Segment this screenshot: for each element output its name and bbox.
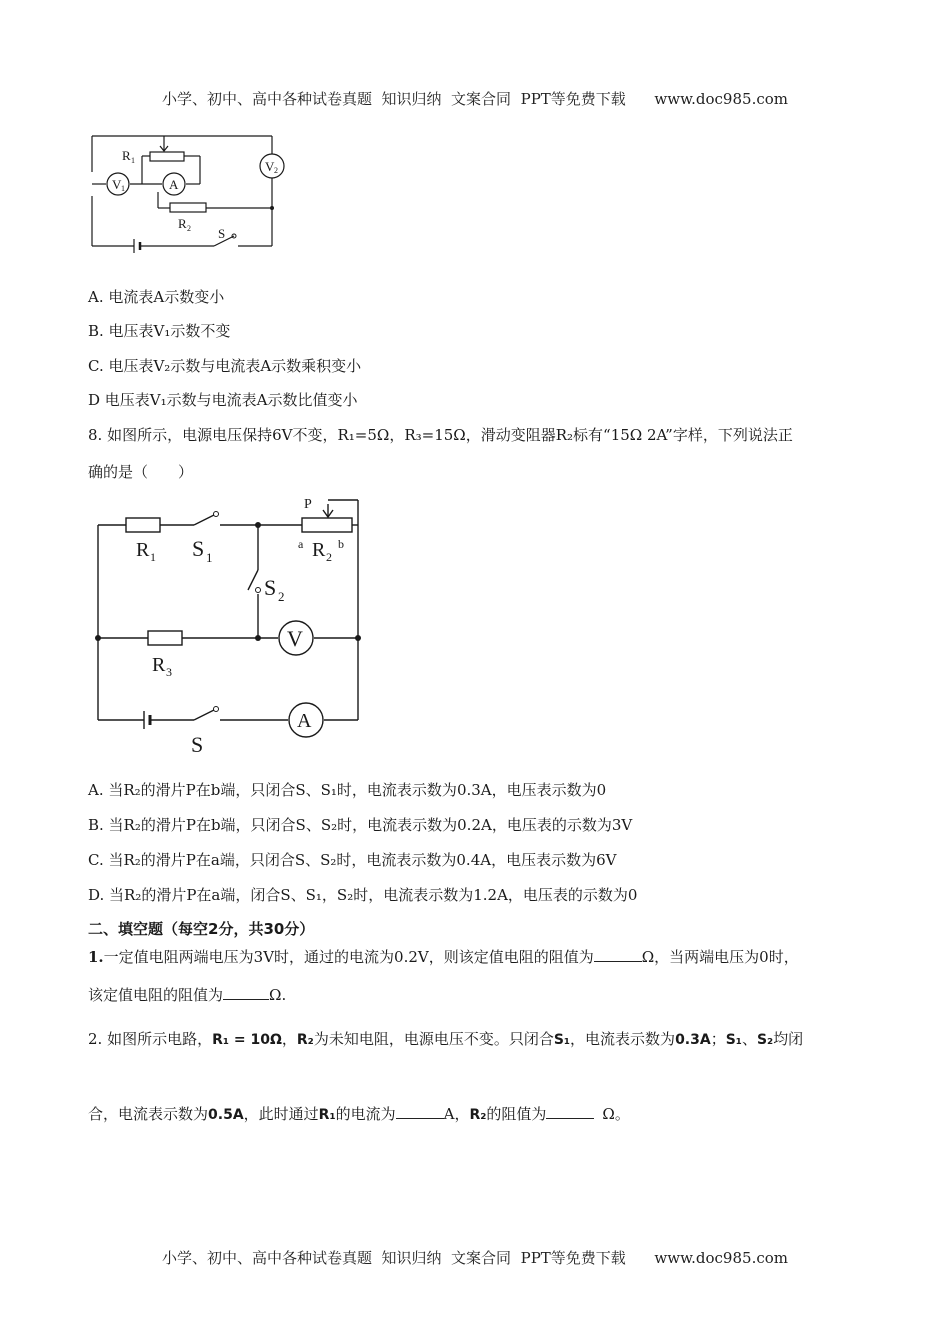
q8-option-c: C. 当R₂的滑片P在a端，只闭合S、S₂时，电流表示数为0.4A，电压表示数为6V <box>88 851 617 869</box>
answer-blank[interactable] <box>594 945 642 962</box>
q8-option-a: A. 当R₂的滑片P在b端，只闭合S、S₁时，电流表示数为0.3A，电压表示数为0 <box>88 781 607 799</box>
label-r2: R <box>178 216 187 231</box>
svg-text:2: 2 <box>278 589 285 604</box>
circuit-figure-2 <box>90 490 380 760</box>
label-b-end: b <box>338 537 344 551</box>
answer-blank[interactable] <box>546 1102 594 1119</box>
q7-option-d: D 电压表V₁示数与电流表A示数比值变小 <box>88 391 358 409</box>
q8-option-b: B. 当R₂的滑片P在b端，只闭合S、S₂时，电流表示数为0.2A，电压表的示数为3V <box>88 816 633 834</box>
answer-blank[interactable] <box>223 983 269 1000</box>
svg-text:2: 2 <box>274 166 278 175</box>
label-p: P <box>304 497 312 512</box>
label-s: S <box>218 226 226 241</box>
label-s2: S <box>264 575 277 600</box>
label-r1: R <box>122 148 131 163</box>
svg-text:1: 1 <box>206 550 213 565</box>
fill-q2-line1: 2. 如图所示电路，R₁ = 10Ω，R₂为未知电阻，电源电压不变。只闭合S₁，电流表示数为0.3A；S₁、S₂均闭 <box>88 1030 804 1048</box>
label-s1: S <box>192 536 205 561</box>
svg-text:1: 1 <box>150 550 156 564</box>
fill-q2-line2: 合，电流表示数为0.5A，此时通过R₁的电流为 A，R₂的阻值为 Ω。 <box>88 1102 630 1124</box>
label-a-end: a <box>298 537 304 551</box>
label-r1: R <box>136 539 150 561</box>
q8-stem-line2: 确的是（ ） <box>88 463 194 481</box>
svg-text:2: 2 <box>187 224 191 233</box>
label-r3: R <box>152 654 166 676</box>
label-a: A <box>169 177 179 192</box>
svg-text:2: 2 <box>326 550 332 564</box>
section-title: 二、填空题（每空2分，共30分） <box>88 920 315 938</box>
label-v: V <box>287 626 303 651</box>
q7-option-a: A. 电流表A示数变小 <box>88 288 225 306</box>
page-header: 小学、初中、高中各种试卷真题 知识归纳 文案合同 PPT等免费下载 www.doc985.com <box>161 90 788 108</box>
svg-text:3: 3 <box>166 665 172 679</box>
label-v1: V <box>112 177 122 192</box>
q8-option-d: D. 当R₂的滑片P在a端，闭合S、S₁，S₂时，电流表示数为1.2A，电压表的示数为0 <box>88 886 638 904</box>
svg-text:1: 1 <box>131 156 135 165</box>
fill-q1-line2: 该定值电阻的阻值为 Ω. <box>88 983 286 1005</box>
q7-option-b: B. 电压表V₁示数不变 <box>88 322 231 340</box>
label-r2: R <box>312 539 326 561</box>
q8-stem-line1: 8. 如图所示，电源电压保持6V不变，R₁=5Ω，R₃=15Ω，滑动变阻器R₂标有“15Ω 2A”字样，下列说法正 <box>88 426 793 444</box>
label-v2: V <box>265 159 275 174</box>
page-footer: 小学、初中、高中各种试卷真题 知识归纳 文案合同 PPT等免费下载 www.doc985.com <box>161 1249 788 1267</box>
q7-option-c: C. 电压表V₂示数与电流表A示数乘积变小 <box>88 357 362 375</box>
answer-blank[interactable] <box>396 1102 444 1119</box>
label-s: S <box>191 732 204 757</box>
label-a: A <box>297 710 312 732</box>
circuit-figure-1 <box>84 126 294 256</box>
svg-text:1: 1 <box>121 184 125 193</box>
fill-q1-line1: 1.一定值电阻两端电压为3V时，通过的电流为0.2V，则该定值电阻的阻值为 Ω，当两端电压为0时， <box>88 945 799 967</box>
